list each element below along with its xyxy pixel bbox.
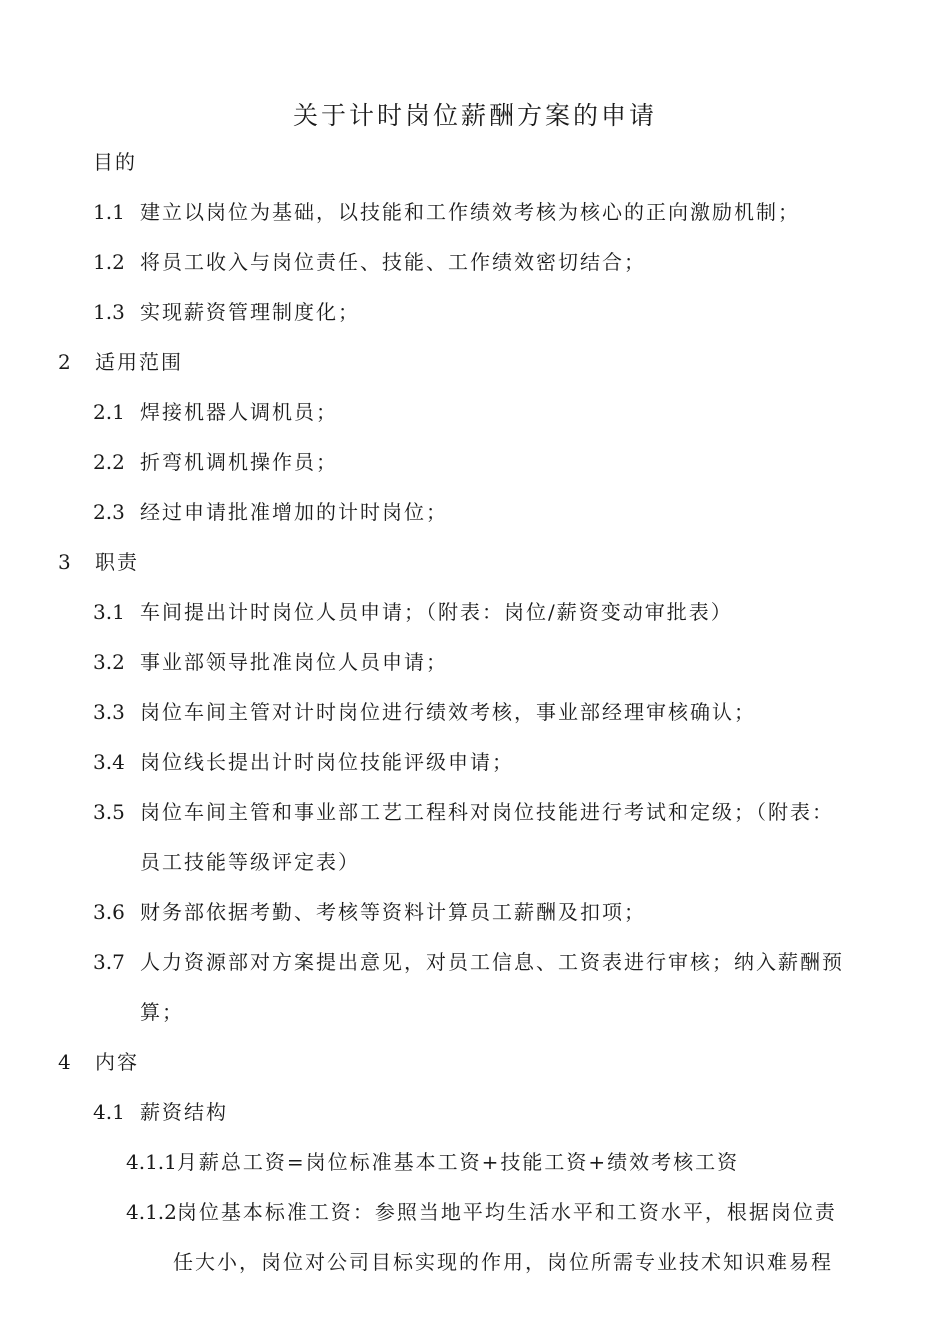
item-text: 薪资结构 — [140, 1100, 228, 1124]
list-item-continuation: 员工技能等级评定表） — [140, 850, 360, 874]
list-item — [93, 648, 448, 676]
list-item — [93, 398, 338, 426]
item-text: 焊接机器人调机员； — [140, 400, 338, 424]
list-item — [93, 1098, 228, 1126]
item-number: 4.1.2 — [126, 1200, 177, 1224]
heading-text: 职责 — [95, 550, 139, 574]
section-number: 2 — [58, 350, 71, 374]
section-heading-content — [58, 1048, 139, 1076]
heading-text: 目的 — [93, 150, 137, 174]
section-heading-purpose — [93, 148, 137, 176]
item-number: 3.2 — [93, 650, 125, 674]
item-text: 折弯机调机操作员； — [140, 450, 338, 474]
list-item — [93, 948, 844, 976]
item-number: 2.2 — [93, 450, 125, 474]
document-title: 关于计时岗位薪酬方案的申请 — [292, 101, 657, 130]
list-item — [93, 598, 733, 626]
item-number: 4.1 — [93, 1100, 125, 1124]
item-text: 事业部领导批准岗位人员申请； — [140, 650, 448, 674]
item-text: 建立以岗位为基础，以技能和工作绩效考核为核心的正向激励机制； — [140, 200, 800, 224]
list-item — [93, 248, 646, 276]
item-text: 岗位车间主管对计时岗位进行绩效考核，事业部经理审核确认； — [140, 700, 756, 724]
list-item — [93, 498, 448, 526]
list-item — [93, 298, 360, 326]
item-text: 人力资源部对方案提出意见，对员工信息、工资表进行审核；纳入薪酬预 — [140, 950, 844, 974]
sub-list-item — [126, 1148, 739, 1176]
item-number: 1.1 — [93, 200, 125, 224]
section-heading-scope — [58, 348, 183, 376]
list-item — [93, 898, 646, 926]
item-text: 车间提出计时岗位人员申请；（附表：岗位/薪资变动审批表） — [140, 600, 733, 624]
list-item — [93, 698, 756, 726]
sub-list-item-continuation: 任大小，岗位对公司目标实现的作用，岗位所需专业技术知识难易程 — [173, 1250, 833, 1274]
item-number: 3.3 — [93, 700, 125, 724]
item-number: 3.7 — [93, 950, 125, 974]
item-text: 财务部依据考勤、考核等资料计算员工薪酬及扣项； — [140, 900, 646, 924]
list-item — [93, 748, 514, 776]
item-number: 1.3 — [93, 300, 125, 324]
section-heading-duties — [58, 548, 139, 576]
heading-text: 内容 — [95, 1050, 139, 1074]
item-number: 2.1 — [93, 400, 125, 424]
heading-text: 适用范围 — [95, 350, 183, 374]
list-item — [93, 198, 800, 226]
item-text: 岗位基本标准工资：参照当地平均生活水平和工资水平，根据岗位责 — [176, 1200, 837, 1224]
list-item-continuation: 算； — [140, 1000, 184, 1024]
item-text: 将员工收入与岗位责任、技能、工作绩效密切结合； — [140, 250, 646, 274]
item-number: 3.5 — [93, 800, 125, 824]
sub-list-item — [126, 1198, 837, 1226]
item-text: 实现薪资管理制度化； — [140, 300, 360, 324]
item-number: 3.6 — [93, 900, 125, 924]
section-number: 3 — [58, 550, 71, 574]
item-number: 3.4 — [93, 750, 125, 774]
list-item — [93, 448, 338, 476]
item-text: 岗位线长提出计时岗位技能评级申请； — [140, 750, 514, 774]
item-text: 月薪总工资=岗位标准基本工资+技能工资+绩效考核工资 — [176, 1150, 740, 1174]
list-item — [93, 798, 834, 826]
item-number: 2.3 — [93, 500, 125, 524]
item-text: 岗位车间主管和事业部工艺工程科对岗位技能进行考试和定级；（附表： — [140, 800, 834, 824]
item-number: 3.1 — [93, 600, 125, 624]
item-number: 1.2 — [93, 250, 125, 274]
section-number: 4 — [58, 1050, 71, 1074]
item-text: 经过申请批准增加的计时岗位； — [140, 500, 448, 524]
item-number: 4.1.1 — [126, 1150, 177, 1174]
